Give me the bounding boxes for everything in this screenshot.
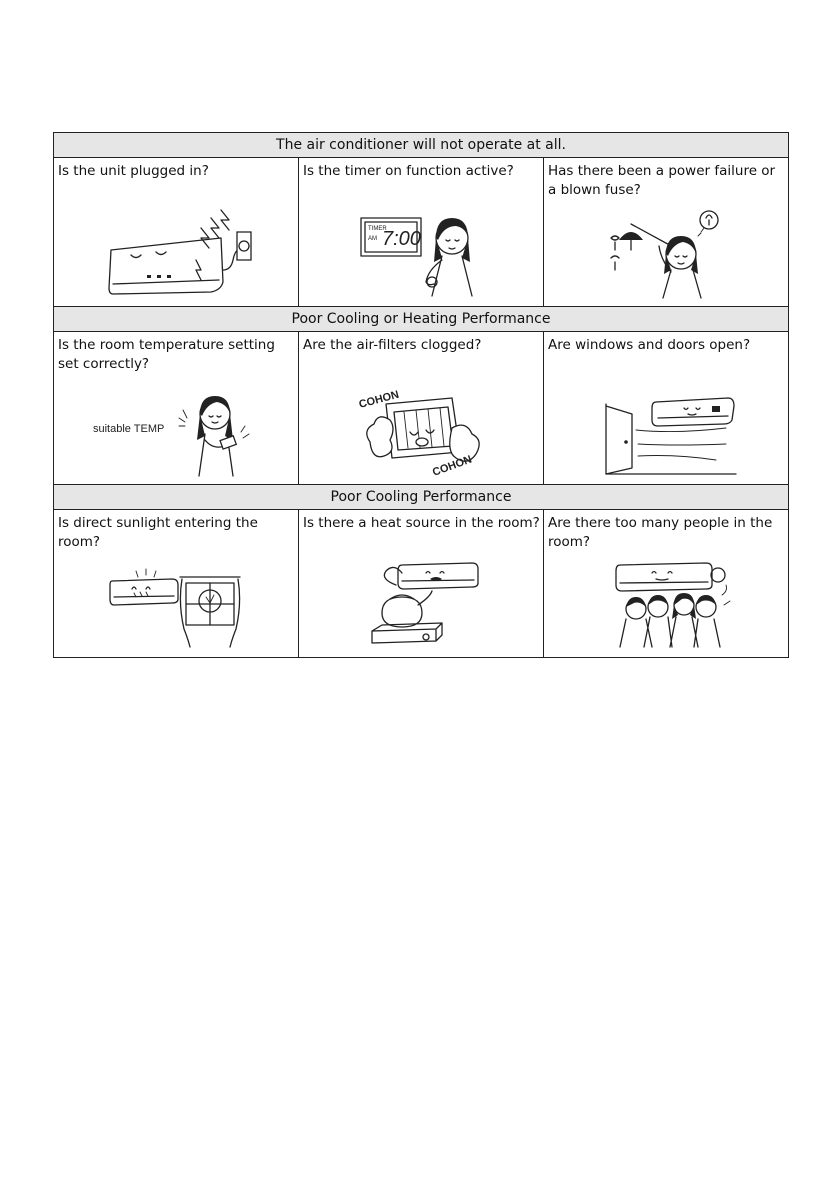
section-header-poor-cooling: Poor Cooling Performance xyxy=(54,485,788,510)
clogged-filter-illustration xyxy=(356,382,486,478)
heat-source-illustration xyxy=(356,561,486,651)
question-text: Has there been a power failure or a blown fuse? xyxy=(548,163,776,198)
timer-label: TIMER xyxy=(368,226,387,232)
question-text: Is direct sunlight entering the room? xyxy=(58,515,258,550)
question-text: Are windows and doors open? xyxy=(548,337,751,353)
cell-room-temperature xyxy=(54,332,299,484)
cell-heat-source xyxy=(299,510,544,657)
section-header-no-operation: The air conditioner will not operate at all. xyxy=(54,133,788,158)
section-row-poor-cooling-heating xyxy=(54,332,788,485)
troubleshooting-table xyxy=(53,132,789,658)
time-readout: 7:00 xyxy=(382,228,421,250)
question-text: Is the timer on function active? xyxy=(303,163,514,179)
power-failure-illustration xyxy=(601,210,731,300)
cell-too-many-people xyxy=(544,510,788,657)
crowded-room-illustration xyxy=(596,561,736,651)
temperature-setting-illustration xyxy=(91,390,261,478)
cell-air-filters xyxy=(299,332,544,484)
timer-display-illustration xyxy=(356,200,486,300)
cell-power-failure xyxy=(544,158,788,306)
sunlight-window-illustration xyxy=(106,563,246,651)
am-label: AM xyxy=(368,236,377,242)
section-row-poor-cooling xyxy=(54,510,788,657)
sound-effect-bottom: COHON xyxy=(430,453,474,479)
cell-windows-doors xyxy=(544,332,788,484)
question-text: Is the unit plugged in? xyxy=(58,163,209,179)
cell-direct-sunlight xyxy=(54,510,299,657)
question-text: Are there too many people in the room? xyxy=(548,515,773,550)
cell-timer-active xyxy=(299,158,544,306)
question-text: Is the room temperature setting set correctly? xyxy=(58,337,275,372)
section-row-no-operation xyxy=(54,158,788,307)
question-text: Is there a heat source in the room? xyxy=(303,515,540,531)
cell-unit-plugged xyxy=(54,158,299,306)
sound-effect-top: COHON xyxy=(357,388,401,411)
question-text: Are the air-filters clogged? xyxy=(303,337,482,353)
section-header-poor-cooling-heating: Poor Cooling or Heating Performance xyxy=(54,307,788,332)
open-door-illustration xyxy=(586,394,746,478)
suitable-temp-label: suitable TEMP xyxy=(93,423,165,435)
unplugged-unit-illustration xyxy=(101,210,251,300)
